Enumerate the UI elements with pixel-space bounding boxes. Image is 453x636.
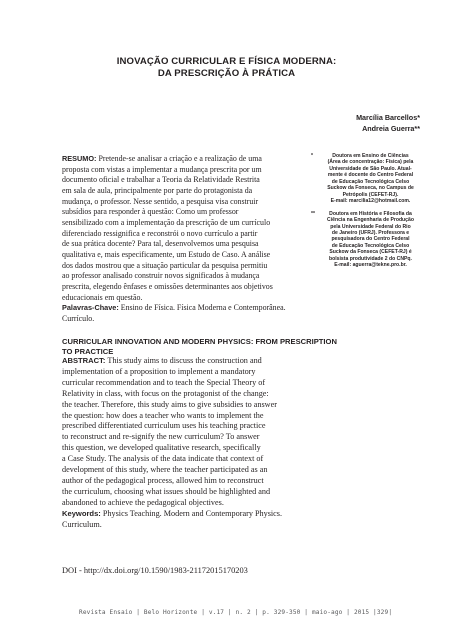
keywords-label: Keywords: (62, 508, 101, 518)
palavras-chave-text: Ensino de Física. Física Moderna e Contemporânea. (120, 303, 286, 313)
abstract-text-line: curricular recommendation and to teach the Special Theory of (62, 377, 266, 387)
resumo-text-line: documento oficial e trabalhar a Teoria da Relatividade Restrita (62, 175, 260, 185)
abstract-text-line: this question, we developed qualitative research, specifically (62, 443, 261, 453)
author-note (311, 211, 423, 269)
abstract-text-line: to reconstruct and re-signify the new curriculum? To answer (62, 432, 260, 442)
author-name: Andreia Guerra** (362, 124, 420, 133)
abstract-text-line: the teacher. Therefore, this study aims to give subsidies to answer (62, 399, 277, 409)
resumo-section (62, 154, 302, 325)
note-line: mente é docente do Centro Federal (327, 172, 414, 179)
abstract-text-line: a Case Study. The analysis of the data indicate that context of (62, 454, 264, 464)
author-name: Marcília Barcellos* (356, 113, 420, 122)
english-title-line-2: TO PRACTICE (62, 346, 114, 356)
keywords-text: Physics Teaching. Modern and Contemporary Physics. (102, 508, 283, 518)
abstract-text-line: the question: how does a teacher who wants to implement the (62, 410, 264, 420)
article-title-line-2: DA PRESCRIÇÃO À PRÁTICA (157, 68, 296, 79)
article-title-line-1: INOVAÇÃO CURRICULAR E FÍSICA MODERNA: (116, 56, 337, 67)
note-marker: ** (311, 210, 315, 217)
note-line: pela Universidade Federal do Rio (330, 223, 411, 230)
note-line: Doutora em História e Filosofia da (329, 210, 412, 217)
note-line: Suckow da Fonseca (CEFET-RJ) é (329, 249, 412, 256)
note-line: de Janeiro (UFRJ). Professora e (331, 229, 410, 236)
palavras-chave-text: Currículo. (62, 313, 95, 323)
note-line: Suckow da Fonseca, no Campus de (327, 185, 414, 192)
note-line: Doutora em Ensino de Ciências (332, 153, 409, 159)
abstract-text-line: author of the pedagogical process, allowed him to reconstruct (62, 475, 264, 485)
abstract-text-line: This study aims to discuss the construction and (107, 356, 262, 365)
abstract-text-line: abandoned to achieve the pedagogical objectives. (62, 497, 224, 507)
resumo-text-line: prescrita, elegendo ênfases e omissões determinantes aos objetivos (62, 281, 273, 291)
note-email: E-mail: aguerra@tekne.pro.br. (334, 262, 407, 269)
resumo-text-line: subsídios para responder à questão: Como um professor (62, 207, 239, 217)
abstract-label: ABSTRACT: (62, 356, 106, 365)
abstract-text-line: prescribed differentiated curriculum uses his teaching practice (62, 421, 266, 431)
resumo-text-line: de sua prática docente? Para tal, desenvolvemos uma pesquisa (62, 239, 259, 249)
resumo-text-line: sensibilizado com a implementação da prescrição de um currículo (62, 217, 271, 227)
note-line: Universidade de São Paulo. Atual- (329, 165, 412, 172)
abstract-text-line: Relativity in class, with focus on the protagonist of the change: (62, 388, 269, 398)
abstract-text-line: implementation of a proposition to implement a mandatory (62, 366, 256, 376)
abstract-text-line: development of this study, where the teacher participated as an (62, 465, 268, 475)
author-note (311, 153, 423, 205)
article-title (0, 56, 453, 80)
resumo-label: RESUMO: (62, 154, 97, 163)
resumo-text-line: proposta com vistas a implementar a mudança prescrita por um (62, 164, 262, 174)
resumo-text-line: diferenciado ressignifica e reconstrói o novo currículo a partir (62, 228, 258, 238)
note-line: Petrópolis (CEFET-RJ). (342, 191, 399, 198)
note-line: de Educação Tecnológica Celso (331, 178, 410, 185)
doi-link[interactable]: DOI - http://dx.doi.org/10.1590/1983-21172015170203 (62, 566, 248, 575)
note-line: bolsista produtividade 2 do CNPq. (329, 255, 412, 262)
note-marker: * (311, 153, 313, 159)
resumo-text-line: qualitativa e, mais especificamente, um Estudo de Caso. A análise (62, 249, 271, 259)
note-line: pesquisadora do Centro Federal (331, 236, 410, 243)
author-list (356, 112, 420, 134)
note-email: E-mail: marcilia12@hotmail.com. (330, 198, 411, 205)
note-line: Ciência na Engenharia de Produção (327, 217, 414, 224)
journal-footer: Revista Ensaio | Belo Horizonte | v.17 | n. 2 | p. 329-350 | maio-ago | 2015 |329| (79, 609, 393, 616)
abstract-text-line: the curriculum, choosing what issues should be highlighted and (62, 486, 271, 496)
resumo-text-line: educacionais em questão. (62, 292, 143, 302)
author-notes (311, 153, 423, 269)
keywords-text: Curriculum. (62, 519, 102, 529)
note-line: de Educação Tecnológica Celso (331, 242, 410, 249)
resumo-text-line: ao professor analisado construir novos significados à mudança (62, 271, 260, 281)
resumo-text-line: mudança, o professor. Nesse sentido, a pesquisa visa construir (62, 196, 259, 206)
resumo-text-line: em sala de aula, principalmente por parte do protagonista da (62, 185, 253, 195)
palavras-chave-label: Palavras-Chave: (62, 303, 119, 313)
note-line: (Área de concentração: Física) pela (327, 159, 414, 166)
english-title-line-1: CURRICULAR INNOVATION AND MODERN PHYSICS: FROM PRESCRIPTION (62, 337, 337, 346)
resumo-text-line: Pretende-se analisar a criação e a realização de uma (98, 154, 262, 163)
resumo-text-line: dos dados mostrou que a situação particular da pesquisa permitiu (62, 260, 268, 270)
abstract-section (62, 337, 392, 531)
